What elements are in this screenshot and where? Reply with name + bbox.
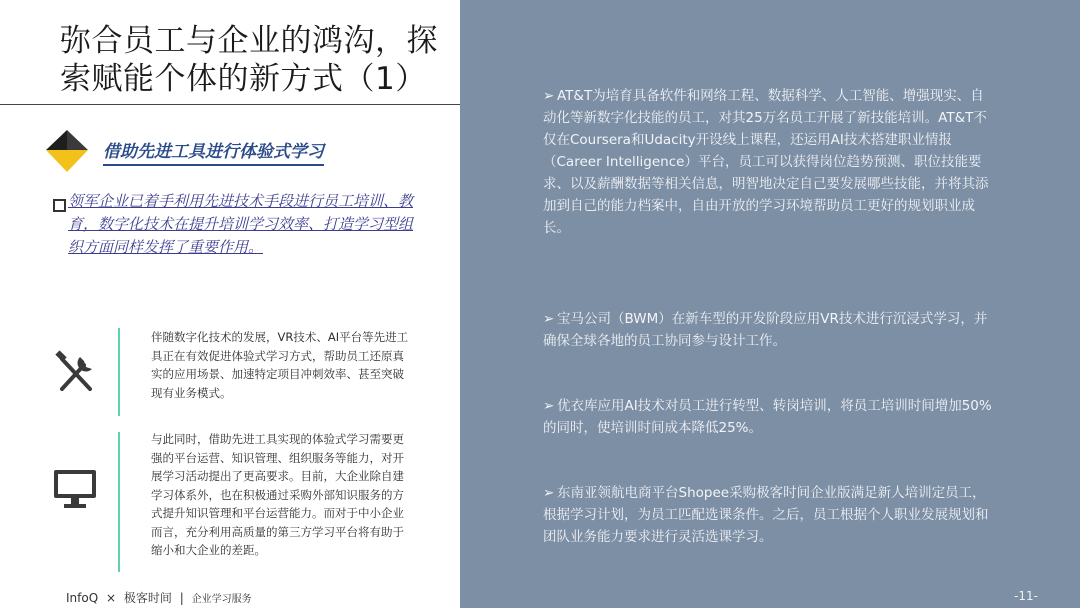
- footer-brand: InfoQ: [66, 591, 99, 605]
- arrow-bullet-icon: ➢: [543, 88, 555, 104]
- page-title: 弥合员工与企业的鸿沟，探索赋能个体的新方式（1）: [60, 23, 438, 97]
- yellow-arrow-icon: [42, 128, 92, 174]
- monitor-icon: [52, 466, 98, 510]
- case-text: 优衣库应用AI技术对员工进行转型、转岗培训，将员工培训时间增加50%的同时，使培训时间成本降低25%。: [543, 398, 992, 436]
- lead-text: 领军企业已着手利用先进技术手段进行员工培训、教育，数字化技术在提升培训学习效率、打造学习型组织方面同样发挥了重要作用。: [68, 192, 414, 256]
- paragraph-platform: 与此同时，借助先进工具实现的体验式学习需要更强的平台运营、知识管理、组织服务等能力，对开展学习活动提出了更高要求。目前，大企业除自建学习体系外，也在积极通过采购外部知识服务的方式提升知识管理和平台运营能力。而对于中小企业而言，充分利用高质量的第三方学习平台将有助于缩小和大企业的差距。: [151, 432, 404, 557]
- case-text: AT&T为培育具备软件和网络工程、数据科学、人工智能、增强现实、自动化等新数字化技能的员工，对其25万名员工开展了新技能培训。AT&T不仅在Coursera和Udacity开设线上课程，还运用AI技术搭建职业情报（Career Intelligence）平台，员工可以获得岗位趋势预测、职位技能要求、以及薪酬数据等相关信息，明智地决定自己要发展哪些技能，并将其添加到自己的能力档案中，自由开放的学习环境帮助员工更好的规划职业成长。: [543, 88, 989, 236]
- accent-line: [118, 328, 120, 416]
- page-number: -11-: [1014, 589, 1038, 603]
- title-divider: [0, 104, 460, 105]
- footer-partner: 极客时间: [123, 591, 172, 605]
- accent-line: [118, 432, 120, 572]
- case-item: [543, 308, 995, 352]
- case-text: 东南亚领航电商平台Shopee采购极客时间企业版满足新人培训定员工，根据学习计划，为员工匹配选课条件。之后，员工根据个人职业发展规划和团队业务能力要求进行灵活选课学习。: [543, 485, 989, 545]
- footer-times: ×: [105, 591, 117, 605]
- wrench-screwdriver-icon: [52, 349, 100, 397]
- case-item: [543, 395, 995, 439]
- paragraph-tools: 伴随数字化技术的发展，VR技术、AI平台等先进工具正在有效促进体验式学习方式，帮助员工还原真实的应用场景、加速特定项目冲刺效率、甚至突破现有业务模式。: [151, 330, 409, 400]
- checkbox-icon: [53, 199, 66, 212]
- footer-service: 企业学习服务: [191, 594, 252, 605]
- section-title: 借助先进工具进行体验式学习: [103, 137, 324, 166]
- left-panel: [0, 0, 460, 608]
- footer: [66, 589, 252, 606]
- arrow-bullet-icon: ➢: [543, 485, 555, 501]
- case-text: 宝马公司（BWM）在新车型的开发阶段应用VR技术进行沉浸式学习，并确保全球各地的员工协同参与设计工作。: [543, 311, 988, 349]
- arrow-bullet-icon: ➢: [543, 311, 555, 327]
- footer-bar: |: [179, 591, 184, 605]
- case-item: [543, 482, 995, 548]
- case-item: [543, 85, 995, 239]
- arrow-bullet-icon: ➢: [543, 398, 555, 414]
